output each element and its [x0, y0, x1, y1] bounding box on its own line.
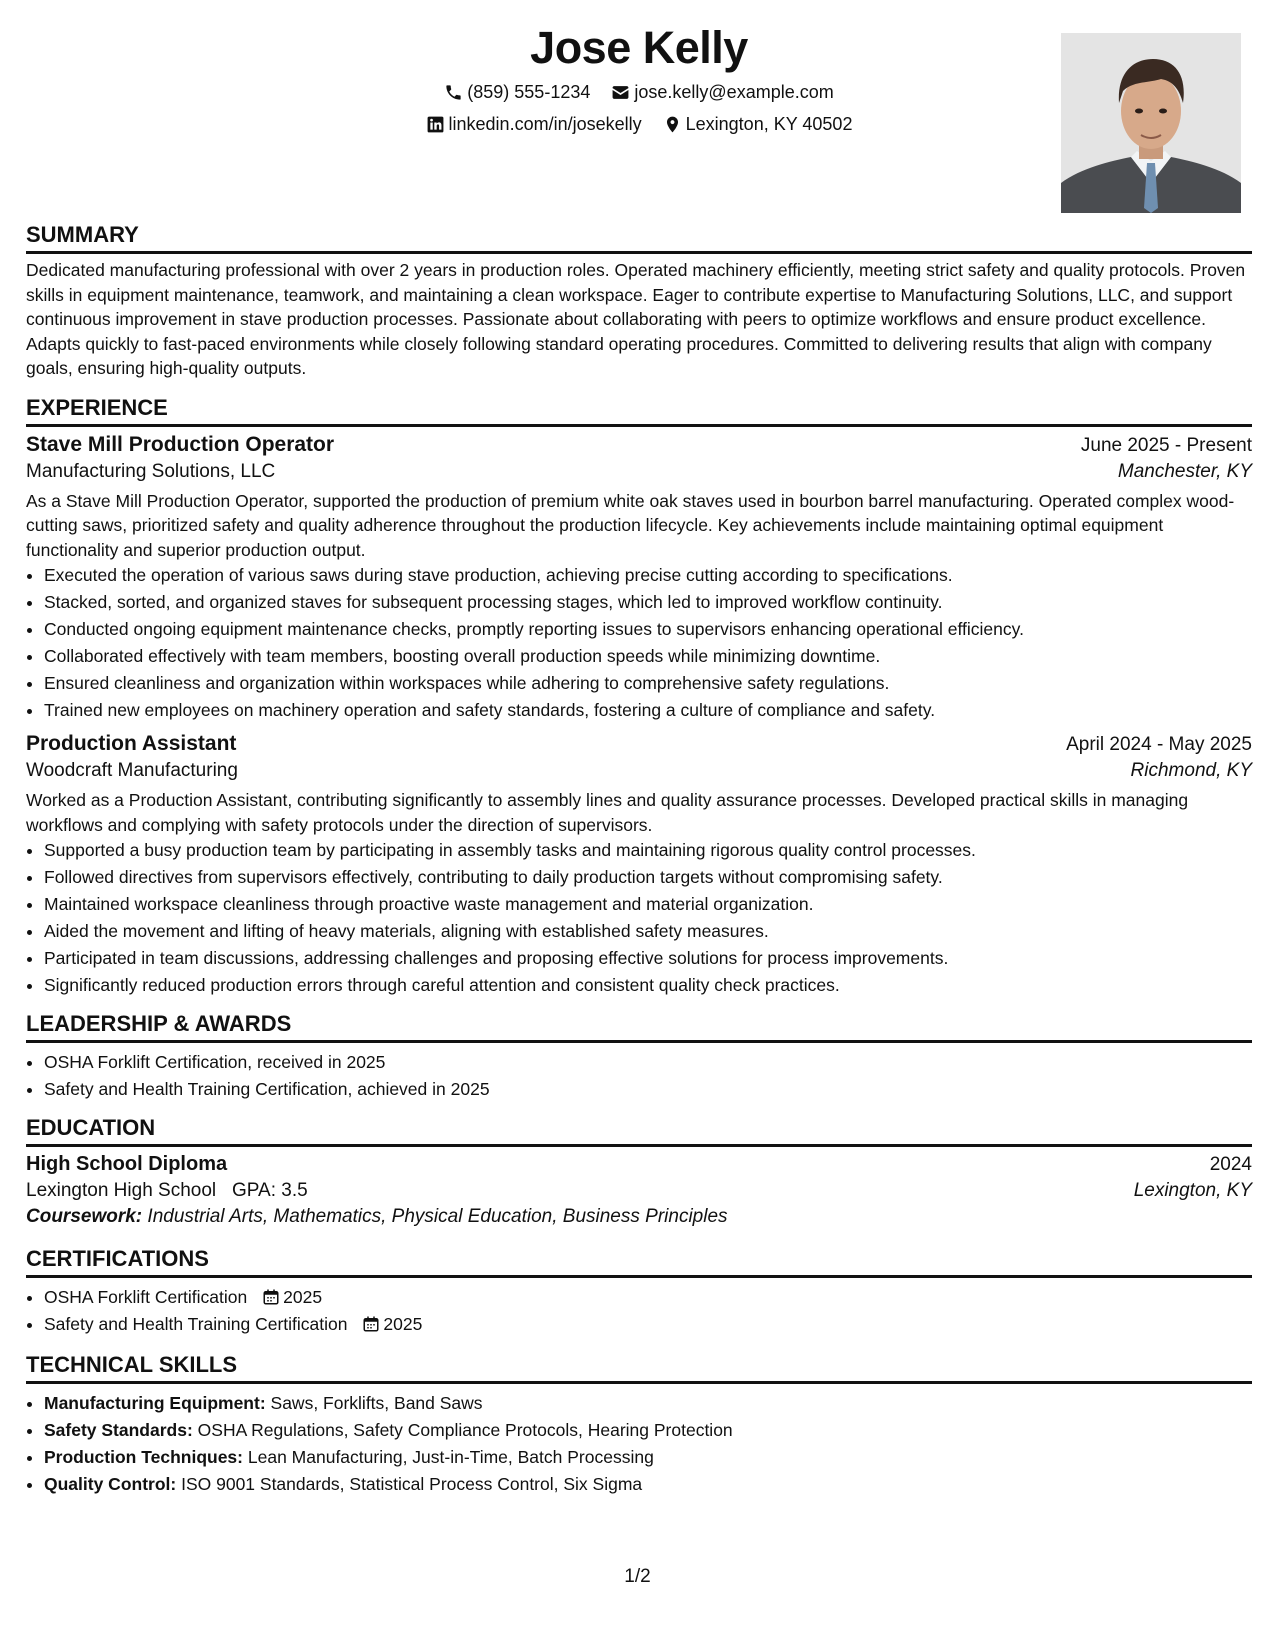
list-item — [44, 1311, 1252, 1338]
linkedin-text: linkedin.com/in/josekelly — [448, 114, 642, 134]
list-item: • Aided the movement and lifting of heavy materials, aligning with established safety measures. — [44, 918, 1252, 945]
education-header — [26, 1153, 1252, 1176]
list-item — [44, 1284, 1252, 1311]
summary-text: Dedicated manufacturing professional with over 2 years in production roles. Operated machinery efficiently, meeting strict safety and quality protocols. Proven skills in equipment maintenance, teamwork, and maintaining a clean workspace. Eager to contribute expertise to Manufacturing Solutions, LLC, and support continuous improvement in stave production processes. Passionate about collaborating with peers to optimize workflows and ensure product excellence. Adapts quickly to fast-paced environments while closely following standard operating procedures. Committed to delivering results that align with company goals, ensuring high-quality outputs. — [26, 260, 1246, 378]
job-description: As a Stave Mill Production Operator, supported the production of premium white oak staves used in bourbon barrel manufacturing. Operated complex wood-cutting saws, prioritized safety and quality adherence throughout the production lifecycle. Key achievements include maintaining optimal equipment functionality and superior production output. — [26, 490, 1235, 560]
job-subheader — [26, 760, 1252, 782]
list-item: • Stacked, sorted, and organized staves for subsequent processing stages, which led to improved workflow continuity. — [44, 589, 1252, 616]
education-subheader — [26, 1180, 1252, 1202]
list-item: • Significantly reduced production errors through careful attention and consistent quality check practices. — [44, 972, 1252, 999]
section-title-skills: TECHNICAL SKILLS — [26, 1352, 1252, 1384]
portrait-image — [1061, 33, 1241, 213]
job-entry — [26, 433, 1252, 725]
contact-email[interactable] — [611, 82, 833, 103]
job-title: Production Assistant — [26, 732, 237, 755]
experience-section — [26, 395, 1252, 1000]
coursework-label: Coursework: — [26, 1206, 143, 1227]
resume-page — [26, 0, 1252, 1498]
education-section — [26, 1115, 1252, 1228]
certifications-section — [26, 1246, 1252, 1338]
job-bullets — [26, 837, 1252, 999]
contact-location — [663, 114, 853, 135]
job-entry — [26, 732, 1252, 999]
graduation-year: 2024 — [1209, 1154, 1252, 1175]
job-location: Richmond, KY — [1130, 760, 1252, 781]
list-item: • OSHA Forklift Certification, received in 2025 — [44, 1049, 1252, 1076]
certification-year: 2025 — [283, 1287, 323, 1307]
section-title-experience: EXPERIENCE — [26, 395, 1252, 427]
coursework-text: Industrial Arts, Mathematics, Physical Education, Business Principles — [147, 1206, 728, 1227]
candidate-name: Jose Kelly — [530, 22, 748, 73]
list-item: • Safety and Health Training Certification, achieved in 2025 — [44, 1076, 1252, 1103]
contact-linkedin[interactable] — [426, 114, 642, 135]
degree: High School Diploma — [26, 1153, 228, 1175]
map-pin-icon — [663, 115, 682, 134]
list-item: • Participated in team discussions, addressing challenges and proposing effective solutions for process improvements. — [44, 945, 1252, 972]
school-location: Lexington, KY — [1133, 1180, 1252, 1201]
list-item: • Followed directives from supervisors effectively, contributing to daily production targets without compromising safety. — [44, 864, 1252, 891]
page-number: 1/2 — [624, 1566, 651, 1587]
skill-value: OSHA Regulations, Safety Compliance Protocols, Hearing Protection — [197, 1420, 733, 1440]
email-text: jose.kelly@example.com — [634, 82, 834, 102]
list-item: • Conducted ongoing equipment maintenance checks, promptly reporting issues to supervisors enhancing operational efficiency. — [44, 616, 1252, 643]
leadership-list — [26, 1049, 1252, 1103]
skill-label: Manufacturing Equipment: — [44, 1393, 266, 1413]
list-item: • Ensured cleanliness and organization within workspaces while adhering to comprehensive safety regulations. — [44, 670, 1252, 697]
leadership-section — [26, 1011, 1252, 1103]
skill-label: Safety Standards: — [44, 1420, 193, 1440]
skill-label: Production Techniques: — [44, 1447, 243, 1467]
phone-text: (859) 555-1234 — [467, 82, 591, 102]
certification-name: OSHA Forklift Certification — [44, 1287, 248, 1307]
resume-header — [26, 0, 1252, 222]
skill-value: Saws, Forklifts, Band Saws — [270, 1393, 483, 1413]
contact-phone[interactable] — [444, 82, 590, 103]
section-title-leadership: LEADERSHIP & AWARDS — [26, 1011, 1252, 1043]
coursework-line — [26, 1206, 1252, 1228]
skills-list — [26, 1390, 1252, 1498]
job-header — [26, 433, 1252, 457]
certification-name: Safety and Health Training Certification — [44, 1314, 348, 1334]
job-description: Worked as a Production Assistant, contributing significantly to assembly lines and quality assurance processes. Developed practical skills in managing workflows and complying with safety protocols under the direction of supervisors. — [26, 790, 1189, 835]
profile-photo — [1061, 33, 1241, 213]
section-title-education: EDUCATION — [26, 1115, 1252, 1147]
list-item — [44, 1390, 1252, 1417]
list-item — [44, 1417, 1252, 1444]
gpa: GPA: 3.5 — [231, 1180, 308, 1201]
skill-label: Quality Control: — [44, 1474, 177, 1494]
list-item: • Supported a busy production team by participating in assembly tasks and maintaining rigorous quality control processes. — [44, 837, 1252, 864]
job-dates: June 2025 - Present — [1080, 434, 1252, 456]
job-header — [26, 732, 1252, 756]
job-title: Stave Mill Production Operator — [26, 432, 335, 456]
calendar-icon — [362, 1315, 380, 1333]
section-title-certifications: CERTIFICATIONS — [26, 1246, 1252, 1278]
list-item: • Collaborated effectively with team members, boosting overall production speeds while minimizing downtime. — [44, 643, 1252, 670]
job-bullets — [26, 562, 1252, 724]
school-line — [26, 1180, 308, 1202]
skills-section — [26, 1352, 1252, 1498]
list-item — [44, 1471, 1252, 1498]
job-dates: April 2024 - May 2025 — [1066, 734, 1252, 755]
phone-icon — [444, 83, 463, 102]
certifications-list — [26, 1284, 1252, 1338]
skill-value: Lean Manufacturing, Just-in-Time, Batch Processing — [247, 1447, 654, 1467]
location-text: Lexington, KY 40502 — [685, 114, 853, 134]
calendar-icon — [262, 1288, 280, 1306]
summary-section — [26, 222, 1252, 381]
skill-value: ISO 9001 Standards, Statistical Process Control, Six Sigma — [181, 1474, 643, 1494]
linkedin-icon — [426, 115, 445, 134]
job-subheader — [26, 461, 1252, 483]
job-company: Manufacturing Solutions, LLC — [26, 460, 276, 482]
list-item: • Trained new employees on machinery operation and safety standards, fostering a culture of compliance and safety. — [44, 697, 1252, 724]
envelope-icon — [611, 83, 630, 102]
job-location: Manchester, KY — [1117, 460, 1252, 482]
list-item: • Maintained workspace cleanliness through proactive waste management and material organization. — [44, 891, 1252, 918]
school-name: Lexington High School — [26, 1180, 217, 1201]
list-item: • Executed the operation of various saws during stave production, achieving precise cutting according to specifications. — [44, 562, 1252, 589]
section-title-summary: SUMMARY — [26, 222, 1252, 254]
list-item — [44, 1444, 1252, 1471]
job-company: Woodcraft Manufacturing — [26, 760, 238, 781]
certification-year: 2025 — [383, 1314, 423, 1334]
